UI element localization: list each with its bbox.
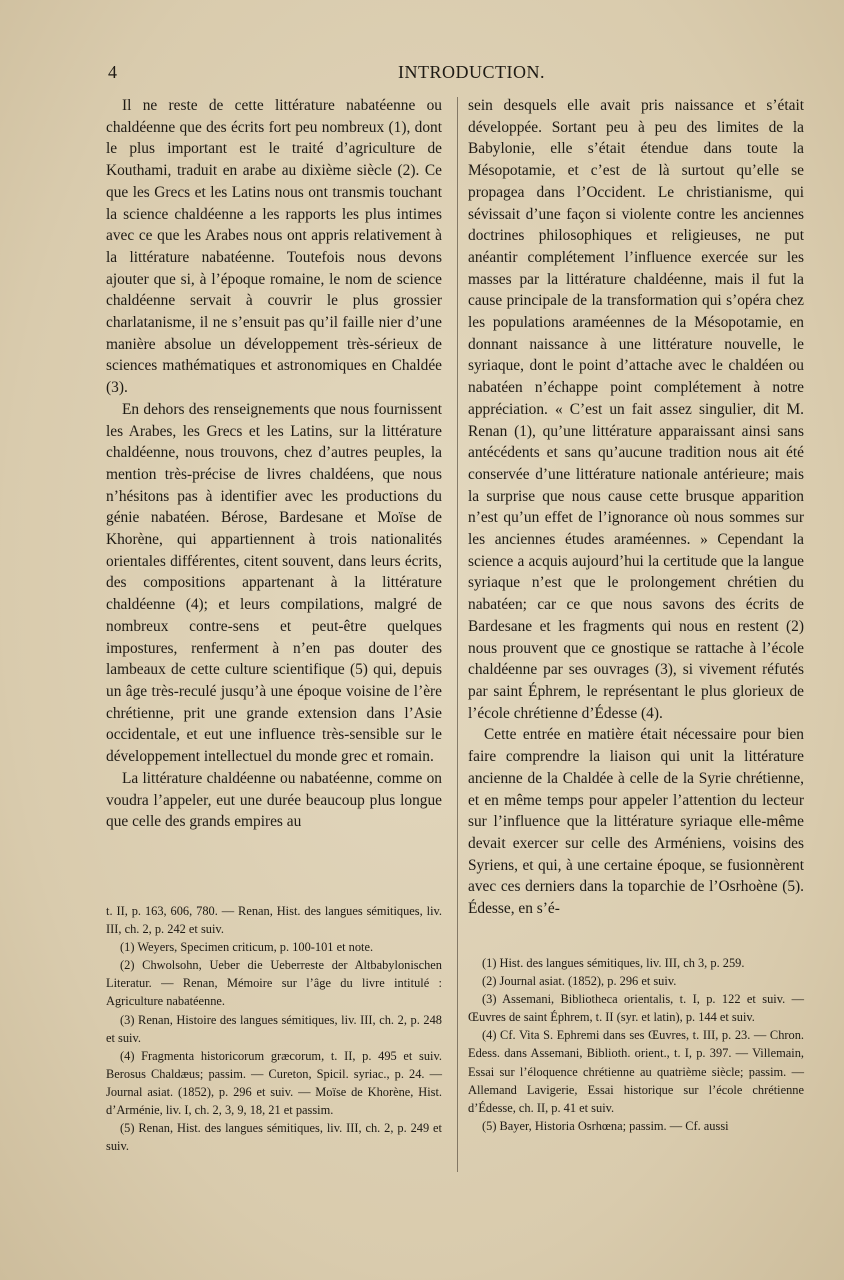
- left-footnotes: [106, 902, 442, 1155]
- right-column: [468, 95, 804, 920]
- footnote: (2) Chwolsohn, Ueber die Ueberreste der Altbabylonischen Literatur. — Renan, Mémoire sur l’âge du livre intitulé : Agriculture nabatéenne.: [106, 958, 442, 1009]
- footnote: (4) Cf. Vita S. Ephremi dans ses Œuvres, t. III, p. 23. — Chron. Edess. dans Assemani, Biblioth. orient., t. I, p. 397. — Villemain, Essai sur l’éloquence chrétienne au quatrième siècle; passim. — Allemand Lavigerie, Essai historique sur l’école chrétienne d’Édesse, ch. II, p. 41 et suiv.: [468, 1028, 804, 1115]
- page-header: [108, 62, 804, 92]
- right-footnotes: [468, 954, 804, 1135]
- paragraph: La littérature chaldéenne ou nabatéenne, comme on voudra l’appeler, eut une durée beaucoup plus longue que celle des grands empires au: [106, 769, 442, 831]
- column-divider: [457, 97, 458, 1172]
- footnote: (1) Weyers, Specimen criticum, p. 100-101 et note.: [120, 940, 374, 955]
- footnote: (5) Renan, Hist. des langues sémitiques, liv. III, ch. 2, p. 249 et suiv.: [106, 1121, 442, 1154]
- paragraph: Cette entrée en matière était nécessaire pour bien faire comprendre la liaison qui unit la littérature ancienne de la Chaldée à celle de la Syrie chrétienne, et en même temps pour appeler l’attention du lecteur sur l’influence que la littérature syriaque elle-même devait exercer sur celle des Arméniens, voisins des Syriens, et qui, à une certaine époque, se fusionnèrent avec ces derniers dans la toparchie de l’Osrhoène (5). Édesse, en s’é-: [468, 726, 804, 918]
- footnote: (3) Renan, Histoire des langues sémitiques, liv. III, ch. 2, p. 248 et suiv.: [106, 1012, 442, 1045]
- footnote: (2) Journal asiat. (1852), p. 296 et suiv.: [482, 974, 677, 989]
- page-number: 4: [108, 62, 117, 82]
- left-column: [106, 95, 442, 833]
- footnote: (3) Assemani, Bibliotheca orientalis, t. I, p. 122 et suiv. — Œuvres de saint Éphrem, t. II (syr. et latin), p. 144 et suiv.: [468, 992, 804, 1025]
- paragraph: En dehors des renseignements que nous fournissent les Arabes, les Grecs et les Latins, sur la littérature chaldéenne, nous trouvons, chez d’autres peuples, la mention très-précise de livres chaldéens, que nous n’hésitons pas à identifier avec les productions du génie nabatéen. Bérose, Bardesane et Moïse de Khorène, qui appartiennent à trois nationalités orientales différentes, citent souvent, dans leurs écrits, des compositions appartenant à la littérature chaldéenne (4); et leurs compilations, malgré de nombreux contre-sens et peut-être quelques impostures, renferment à n’en pas douter des lambeaux de cette culture scientifique (5) qui, depuis un âge très-reculé jusqu’à une époque voisine de l’ère chrétienne, prit une grande extension dans l’Asie occidentale, et eut une influence très-sensible sur le développement intellectuel du monde grec et romain.: [106, 400, 442, 766]
- running-title: INTRODUCTION.: [398, 62, 545, 82]
- footnote: (5) Bayer, Historia Osrhœna; passim. — Cf. aussi: [482, 1118, 729, 1133]
- paragraph: sein desquels elle avait pris naissance et s’était développée. Sortant peu à peu des limites de la Babylonie, elle s’était étendue dans toute la Mésopotamie, et c’est de là surtout qu’elle se propagea dans l’Occident. Le christianisme, qui sévissait d’une façon si violente contre les anciennes doctrines philosophiques et religieuses, ne put anéantir complétement l’influence exercée sur les masses par la littérature chaldéenne, mais il fut la cause principale de la transformation qui s’opéra chez les populations araméennes de la Mésopotamie, en donnant naissance à une littérature nouvelle, le syriaque, dont le point d’attache avec le chaldéen ou nabatéen n’échappe point complétement à notre appréciation. « C’est un fait assez singulier, dit M. Renan (1), qu’une littérature apparaissant ainsi sans antécédents et sans qu’aucune tradition nous ait été conservée d’une littérature nationale antérieure; mais la surprise que nous cause cette brusque apparition n’est qu’un effet de l’ignorance où nous sommes sur les anciennes études araméennes. » Cependant la science a acquis aujourd’hui la certitude que la langue syriaque n’est que le prolongement chrétien du nabatéen; car ce que nous savons des écrits de Bardesane et les fragments qui nous en restent (2) nous prouvent que ce gnostique se rattache à l’école chaldéenne par ses ouvrages (3), si vivement réfutés par saint Éphrem, le représentant le plus glorieux de l’école chrétienne d’Édesse (4).: [468, 97, 804, 722]
- footnote: (4) Fragmenta historicorum græcorum, t. II, p. 495 et suiv. Berosus Chaldæus; passim. — Cureton, Spicil. syriac., p. 24. — Journal asiat. (1852), p. 296 et suiv. — Moïse de Khorène, Hist. d’Arménie, liv. I, ch. 2, 3, 9, 18, 21 et passim.: [106, 1048, 442, 1118]
- footnote: (1) Hist. des langues sémitiques, liv. III, ch 3, p. 259.: [482, 956, 745, 970]
- footnote: t. II, p. 163, 606, 780. — Renan, Hist. des langues sémitiques, liv. III, ch. 2, p. 242 et suiv.: [106, 904, 442, 937]
- paragraph: Il ne reste de cette littérature nabatéenne ou chaldéenne que des écrits fort peu nombreux (1), dont le plus important est le traité d’agriculture de Kouthami, traduit en arabe au dixième siècle (2). Ce que les Grecs et les Latins nous ont transmis touchant la science chaldéenne a les rapports les plus intimes avec ce que les Arabes nous ont appris relativement à la littérature nabatéenne. Toutefois nous devons ajouter que si, à l’époque romaine, le nom de science chaldéenne servait à couvrir le plus grossier charlatanisme, il ne s’ensuit pas qu’il faille nier d’une manière absolue un développement très-sérieux de sciences mathématiques et astronomiques en Chaldée (3).: [106, 97, 442, 397]
